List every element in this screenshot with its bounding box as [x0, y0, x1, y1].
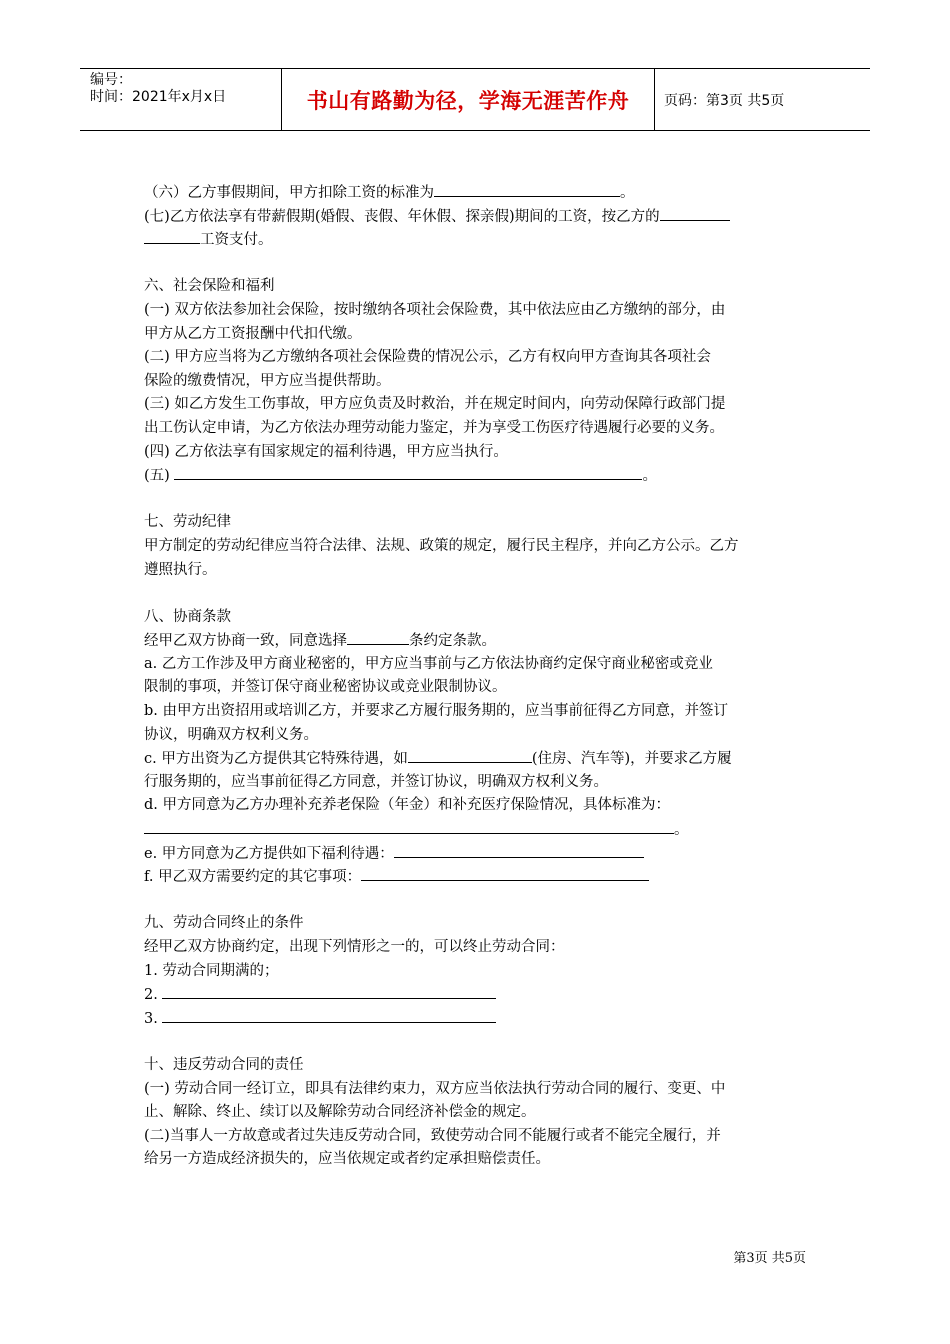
page-indicator: 页码：第3页 共5页 — [664, 92, 785, 109]
clause-text: (一) 劳动合同一经订立，即具有法律约束力，双方应当依法执行劳动合同的履行、变更、中 — [144, 1080, 726, 1097]
blank-line — [162, 1007, 496, 1023]
blank-line — [361, 865, 649, 881]
header-meta — [90, 72, 280, 106]
clause-5-6: （六）乙方事假期间，甲方扣除工资的标准为 。 — [144, 181, 808, 205]
clause-text: 甲方从乙方工资报酬中代扣代缴。 — [144, 325, 362, 342]
header-motto: 书山有路勤为径，学海无涯苦作舟 — [306, 88, 630, 113]
clause-8-intro: 经甲乙双方协商一致，同意选择 条约定条款。 — [144, 629, 808, 653]
header-table — [80, 68, 870, 131]
clause-text: 甲方制定的劳动纪律应当符合法律、法规、政策的规定，履行民主程序，并向乙方公示。乙方 — [144, 537, 739, 554]
clause-text: 协议，明确双方权利义务。 — [144, 726, 318, 743]
blank-line — [394, 842, 644, 858]
blank-line — [174, 464, 642, 480]
section-title: 十、违反劳动合同的责任 — [144, 1056, 304, 1073]
blank-line — [144, 818, 674, 834]
clause-text: 遵照执行。 — [144, 561, 217, 578]
clause-text: 保险的缴费情况，甲方应当提供帮助。 — [144, 372, 391, 389]
clause-text: 止、解除、终止、续订以及解除劳动合同经济补偿金的规定。 — [144, 1104, 536, 1121]
clause-text: (一) 双方依法参加社会保险，按时缴纳各项社会保险费，其中依法应由乙方缴纳的部分，由 — [144, 301, 726, 318]
clause-8-f: f. 甲乙双方需要约定的其它事项： — [144, 865, 808, 889]
clause-text: a. 乙方工作涉及甲方商业秘密的，甲方应当事前与乙方依法协商约定保守商业秘密或竞业 — [144, 655, 713, 672]
clause-text: (四) 乙方依法享有国家规定的福利待遇，甲方应当执行。 — [144, 443, 508, 460]
clause-text: d. 甲方同意为乙方办理补充养老保险（年金）和补充医疗保险情况，具体标准为： — [144, 797, 670, 814]
clause-8-c: c. 甲方出资为乙方提供其它特殊待遇，如 (住房、汽车等)，并要求乙方履 — [144, 747, 808, 771]
clause-9-3: 3. — [144, 1007, 808, 1031]
clause-9-2: 2. — [144, 983, 808, 1007]
clause-text: 行服务期的，应当事前征得乙方同意，并签订协议，明确双方权利义务。 — [144, 773, 608, 790]
header-divider — [654, 69, 655, 130]
date-label: 时间：2021年x月x日 — [90, 89, 227, 105]
section-title: 八、协商条款 — [144, 608, 231, 625]
clause-text: 1. 劳动合同期满的； — [144, 962, 279, 979]
number-label: 编号： — [90, 72, 132, 88]
clause-8-e: e. 甲方同意为乙方提供如下福利待遇： — [144, 842, 808, 866]
section-title: 九、劳动合同终止的条件 — [144, 915, 304, 932]
blank-line — [434, 181, 620, 197]
clause-text: (二)当事人一方故意或者过失违反劳动合同，致使劳动合同不能履行或者不能完全履行，并 — [144, 1127, 721, 1144]
blank-line — [144, 228, 200, 244]
clause-text: 出工伤认定申请，为乙方依法办理劳动能力鉴定，并为享受工伤医疗待遇履行必要的义务。 — [144, 419, 724, 436]
clause-8-d-blank: 。 — [144, 818, 808, 842]
document-body — [144, 181, 808, 1172]
clause-text: b. 由甲方出资招用或培训乙方，并要求乙方履行服务期的，应当事前征得乙方同意，并签订 — [144, 703, 728, 720]
clause-text: (三) 如乙方发生工伤事故，甲方应负责及时救治，并在规定时间内，向劳动保障行政部门提 — [144, 396, 726, 413]
clause-text: 给另一方造成经济损失的，应当依规定或者约定承担赔偿责任。 — [144, 1151, 550, 1168]
clause-text: 经甲乙双方协商约定，出现下列情形之一的，可以终止劳动合同： — [144, 939, 565, 955]
section-title: 七、劳动纪律 — [144, 514, 231, 531]
page-footer: 第3页 共5页 — [733, 1251, 806, 1266]
clause-5-7: (七)乙方依法享有带薪假期(婚假、丧假、年休假、探亲假)期间的工资，按乙方的 — [144, 205, 808, 229]
clause-text: (二) 甲方应当将为乙方缴纳各项社会保险费的情况公示，乙方有权向甲方查询其各项社会 — [144, 349, 711, 366]
clause-6-5: (五) 。 — [144, 464, 808, 488]
blank-line — [408, 747, 532, 763]
clause-text: 限制的事项，并签订保守商业秘密协议或竞业限制协议。 — [144, 679, 507, 696]
clause-5-7-cont: 工资支付。 — [144, 228, 808, 252]
blank-line — [162, 983, 496, 999]
section-title: 六、社会保险和福利 — [144, 278, 275, 295]
blank-line — [660, 205, 730, 221]
blank-line — [347, 629, 409, 645]
